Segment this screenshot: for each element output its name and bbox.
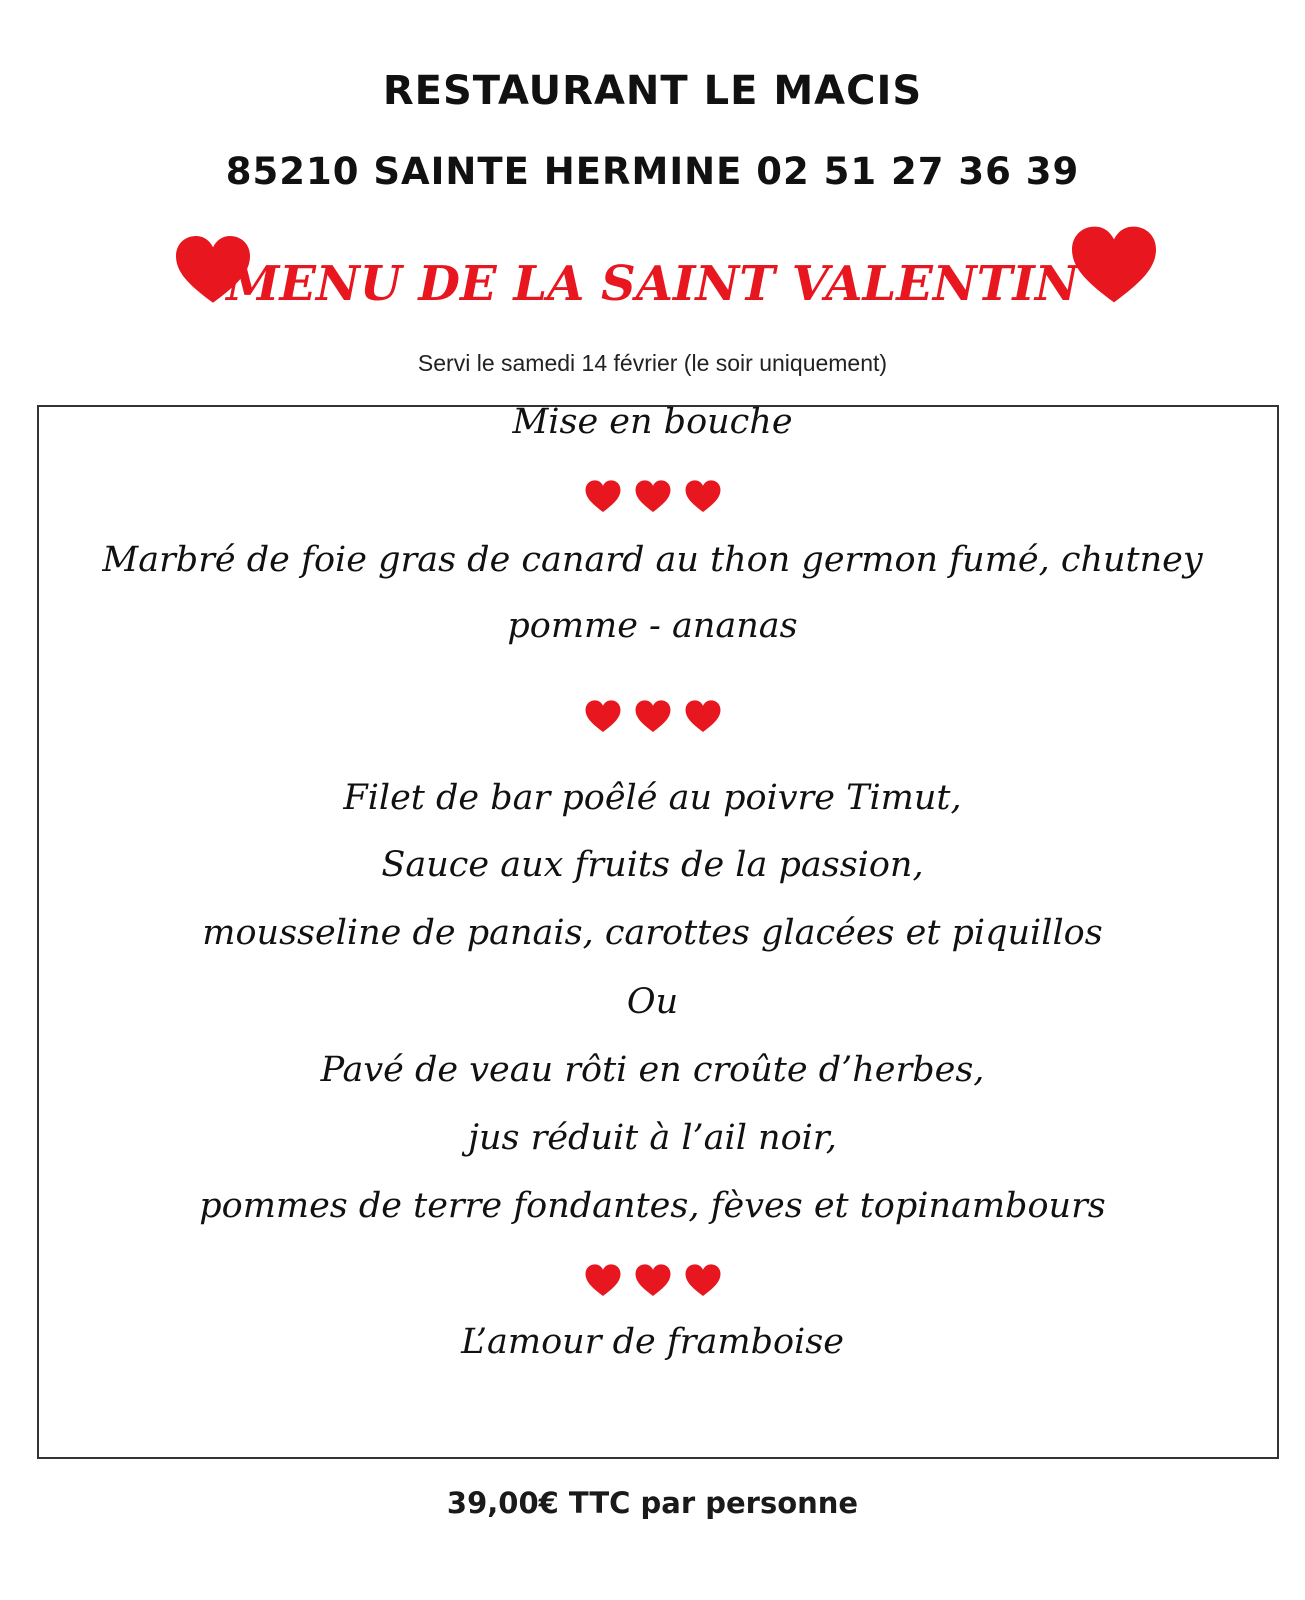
main-option-2-line-1: Pavé de veau rôti en croûte d’herbes, (320, 1050, 985, 1090)
main-option-2-line-3: pommes de terre fondantes, fèves et topinambours (199, 1186, 1106, 1226)
heart-icon (634, 698, 672, 734)
heart-icon (584, 478, 622, 514)
price: 39,00€ TTC par personne (446, 1486, 859, 1520)
heart-icon (684, 698, 722, 734)
heart-divider (0, 478, 1305, 518)
heart-icon (634, 478, 672, 514)
address-phone: 85210 SAINTE HERMINE 02 51 27 36 39 (225, 150, 1080, 193)
starter-line-1: Marbré de foie gras de canard au thon germon fumé, chutney (102, 540, 1203, 580)
heart-divider (0, 698, 1305, 738)
main-option-1-line-2: Sauce aux fruits de la passion, (381, 845, 924, 885)
restaurant-name: RESTAURANT LE MACIS (382, 68, 923, 114)
served-note: Servi le samedi 14 février (le soir uniquement) (417, 350, 888, 376)
heart-icon (584, 1262, 622, 1298)
main-option-1-line-3: mousseline de panais, carottes glacées et piquillos (202, 913, 1103, 953)
amuse-bouche: Mise en bouche (512, 402, 793, 442)
heart-icon (584, 698, 622, 734)
dessert: L’amour de framboise (461, 1322, 844, 1362)
heart-divider (0, 1262, 1305, 1302)
main-option-2-line-2: jus réduit à l’ail noir, (468, 1118, 837, 1158)
heart-icon (1068, 222, 1160, 306)
separator-or: Ou (626, 982, 679, 1022)
heart-icon (634, 1262, 672, 1298)
heart-icon (684, 1262, 722, 1298)
starter-line-2: pomme - ananas (507, 606, 798, 646)
main-option-1-line-1: Filet de bar poêlé au poivre Timut, (343, 778, 962, 818)
heart-icon (684, 478, 722, 514)
menu-title: MENU DE LA SAINT VALENTIN (226, 256, 1079, 312)
